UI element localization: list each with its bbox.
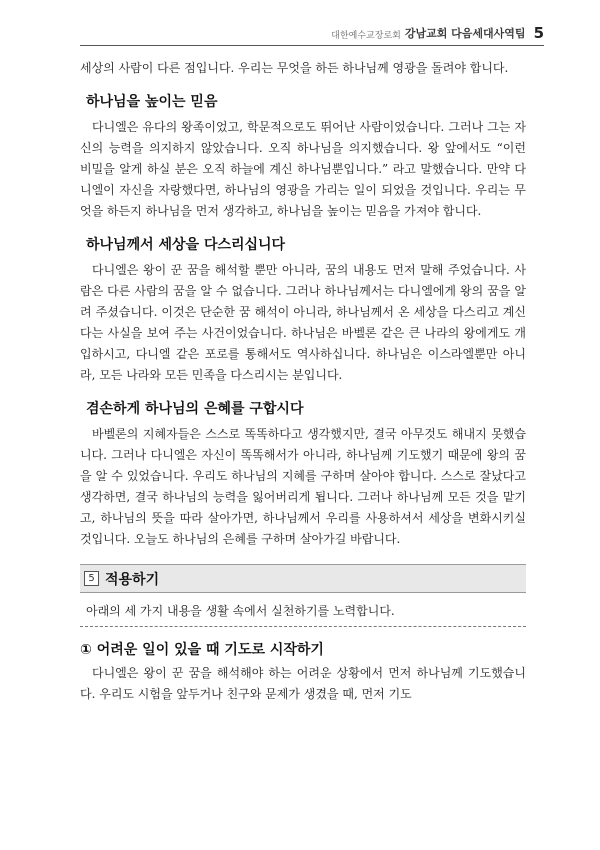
section-heading-2: 하나님께서 세상을 다스리십니다	[86, 237, 286, 253]
apply-item-title-1: ① 어려운 일이 있을 때 기도로 시작하기	[80, 642, 324, 658]
page-content	[80, 58, 526, 705]
apply-intro: 아래의 세 가지 내용을 생활 속에서 실천하기를 노력합니다.	[80, 601, 526, 627]
header-org: 대한예수교장로회	[331, 31, 401, 41]
page-number: 5	[533, 24, 544, 42]
apply-section-title: 적용하기	[105, 571, 160, 588]
section-body-2: 다니엘은 왕이 꾼 꿈을 해석할 뿐만 아니라, 꿈의 내용도 먼저 말해 주었습니다. 사람은 다른 사람의 꿈을 알 수 없습니다. 그러나 하나님께서는 다니엘에게 왕의 꿈을 알려 주셨습니다. 이것은 단순한 꿈 해석이 아니라, 하나님께서 온 세상을 다스리고 계신다는 사실을 보여 주는 사건이었습니다. 하나님은 바벨론 같은 큰 나라의 왕에게도 개입하시고, 다니엘 같은 포로를 통해서도 역사하십니다. 하나님은 이스라엘뿐만 아니라, 모든 나라와 모든 민족을 다스리시는 분입니다.	[80, 263, 526, 382]
section-heading-3: 겸손하게 하나님의 은혜를 구합시다	[86, 401, 304, 417]
section-body-1: 다니엘은 유다의 왕족이었고, 학문적으로도 뛰어난 사람이었습니다. 그러나 그는 자신의 능력을 의지하지 않았습니다. 오직 하나님을 의지했습니다. 왕 앞에서도 “이런 비밀을 알게 하실 분은 오직 하늘에 계신 하나님뿐입니다.” 라고 말했습니다. 만약 다니엘이 자신을 자랑했다면, 하나님의 영광을 가리는 일이 되었을 것입니다. 우리는 무엇을 하든지 하나님을 먼저 생각하고, 하나님을 높이는 믿음을 가져야 합니다.	[80, 120, 526, 218]
page-header	[80, 22, 544, 46]
apply-item-body-1: 다니엘은 왕이 꾼 꿈을 해석해야 하는 어려운 상황에서 먼저 하나님께 기도했습니다. 우리도 시험을 앞두거나 친구와 문제가 생겼을 때, 먼저 기도	[80, 666, 526, 701]
apply-section-header	[80, 564, 526, 593]
apply-section-number: 5	[84, 571, 99, 586]
intro-paragraph: 세상의 사람이 다른 점입니다. 우리는 무엇을 하든 하나님께 영광을 돌려야 합니다.	[80, 61, 509, 75]
section-heading-1: 하나님을 높이는 믿음	[86, 94, 218, 110]
header-dept: 강남교회 다음세대사역팀	[404, 27, 526, 40]
section-body-3: 바벨론의 지혜자들은 스스로 똑똑하다고 생각했지만, 결국 아무것도 해내지 못했습니다. 그러나 다니엘은 자신이 똑똑해서가 아니라, 하나님께 기도했기 때문에 왕의 꿈을 알 수 있었습니다. 우리도 하나님의 지혜를 구하며 살아야 합니다. 스스로 잘났다고 생각하면, 결국 하나님의 능력을 잃어버리게 됩니다. 그러나 하나님께 모든 것을 맡기고, 하나님의 뜻을 따라 살아가면, 하나님께서 우리를 사용하셔서 세상을 변화시키실 것입니다. 오늘도 하나님의 은혜를 구하며 살아가길 바랍니다.	[80, 427, 526, 546]
